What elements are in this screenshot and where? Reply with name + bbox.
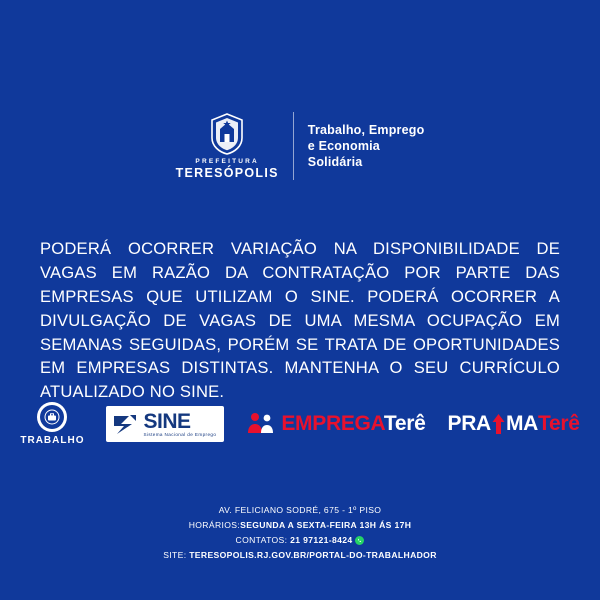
header xyxy=(0,112,600,180)
up-arrow-icon xyxy=(492,414,505,434)
department-name xyxy=(294,122,425,170)
pra-cima-tere-logo xyxy=(447,412,579,436)
city-label: TERESÓPOLIS xyxy=(175,166,279,180)
department-line-2: e Economia xyxy=(307,139,380,153)
footer-address: AV. FELICIANO SODRÉ, 675 - 1º PISO xyxy=(218,505,382,515)
footer xyxy=(0,503,600,563)
whatsapp-icon xyxy=(355,536,364,545)
sine-subtitle: Sistema Nacional de Emprego xyxy=(143,432,217,438)
sine-wordmark: SINE xyxy=(143,410,191,434)
partner-logos xyxy=(0,398,600,450)
emprega-tere-logo xyxy=(246,411,425,437)
footer-site-value[interactable]: TERESOPOLIS.RJ.GOV.BR/PORTAL-DO-TRABALHADOR xyxy=(189,550,437,561)
footer-contacts-label: CONTATOS: xyxy=(235,535,291,546)
emprega-wordmark xyxy=(281,412,425,436)
emprega-word-part1: EMPREGA xyxy=(281,412,384,435)
pracima-word-part2: MA xyxy=(505,412,538,435)
sine-mark-icon xyxy=(112,413,138,437)
trabalho-label: TRABALHO xyxy=(20,435,85,446)
pracima-word-part3: Terê xyxy=(538,412,580,435)
handshake-people-icon xyxy=(246,411,276,437)
department-line-1: Trabalho, Emprego xyxy=(307,123,425,137)
trabalho-logo xyxy=(20,402,84,446)
footer-contacts-value: 21 97121-8424 xyxy=(290,535,353,546)
footer-hours-label: HORÁRIOS: xyxy=(188,520,241,531)
prefeitura-label: PREFEITURA xyxy=(195,158,259,165)
coat-of-arms-icon xyxy=(207,112,247,156)
footer-site[interactable] xyxy=(0,548,600,563)
pracima-word-part1: PRA xyxy=(447,412,491,435)
footer-site-label: SITE: xyxy=(163,550,190,561)
footer-hours xyxy=(0,518,600,533)
prefeitura-logo xyxy=(176,112,294,180)
trabalho-seal-inner-icon xyxy=(40,405,64,429)
footer-contacts xyxy=(0,533,600,548)
trabalho-seal-icon xyxy=(37,402,67,432)
sine-text-block xyxy=(143,411,216,438)
emprega-word-part2: Terê xyxy=(383,412,426,435)
department-line-3: Solidária xyxy=(307,155,363,169)
sine-logo xyxy=(106,406,224,442)
main-body-text: PODERÁ OCORRER VARIAÇÃO NA DISPONIBILIDADE DE VAGAS EM RAZÃO DA CONTRATAÇÃO POR PARTE DAS EMPRESAS QUE UTILIZAM O SINE. PODERÁ OCORRER A DIVULGAÇÃO DE VAGAS DE UMA MESMA OCUPAÇÃO EM SEMANAS SEGUIDAS, PORÉM SE TRATA DE OPORTUNIDADES EM EMPRESAS DISTINTAS. MANTENHA O SEU CURRÍCULO ATUALIZADO NO SINE. xyxy=(40,239,560,402)
footer-hours-value: SEGUNDA A SEXTA-FEIRA 13H ÁS 17H xyxy=(240,520,412,531)
